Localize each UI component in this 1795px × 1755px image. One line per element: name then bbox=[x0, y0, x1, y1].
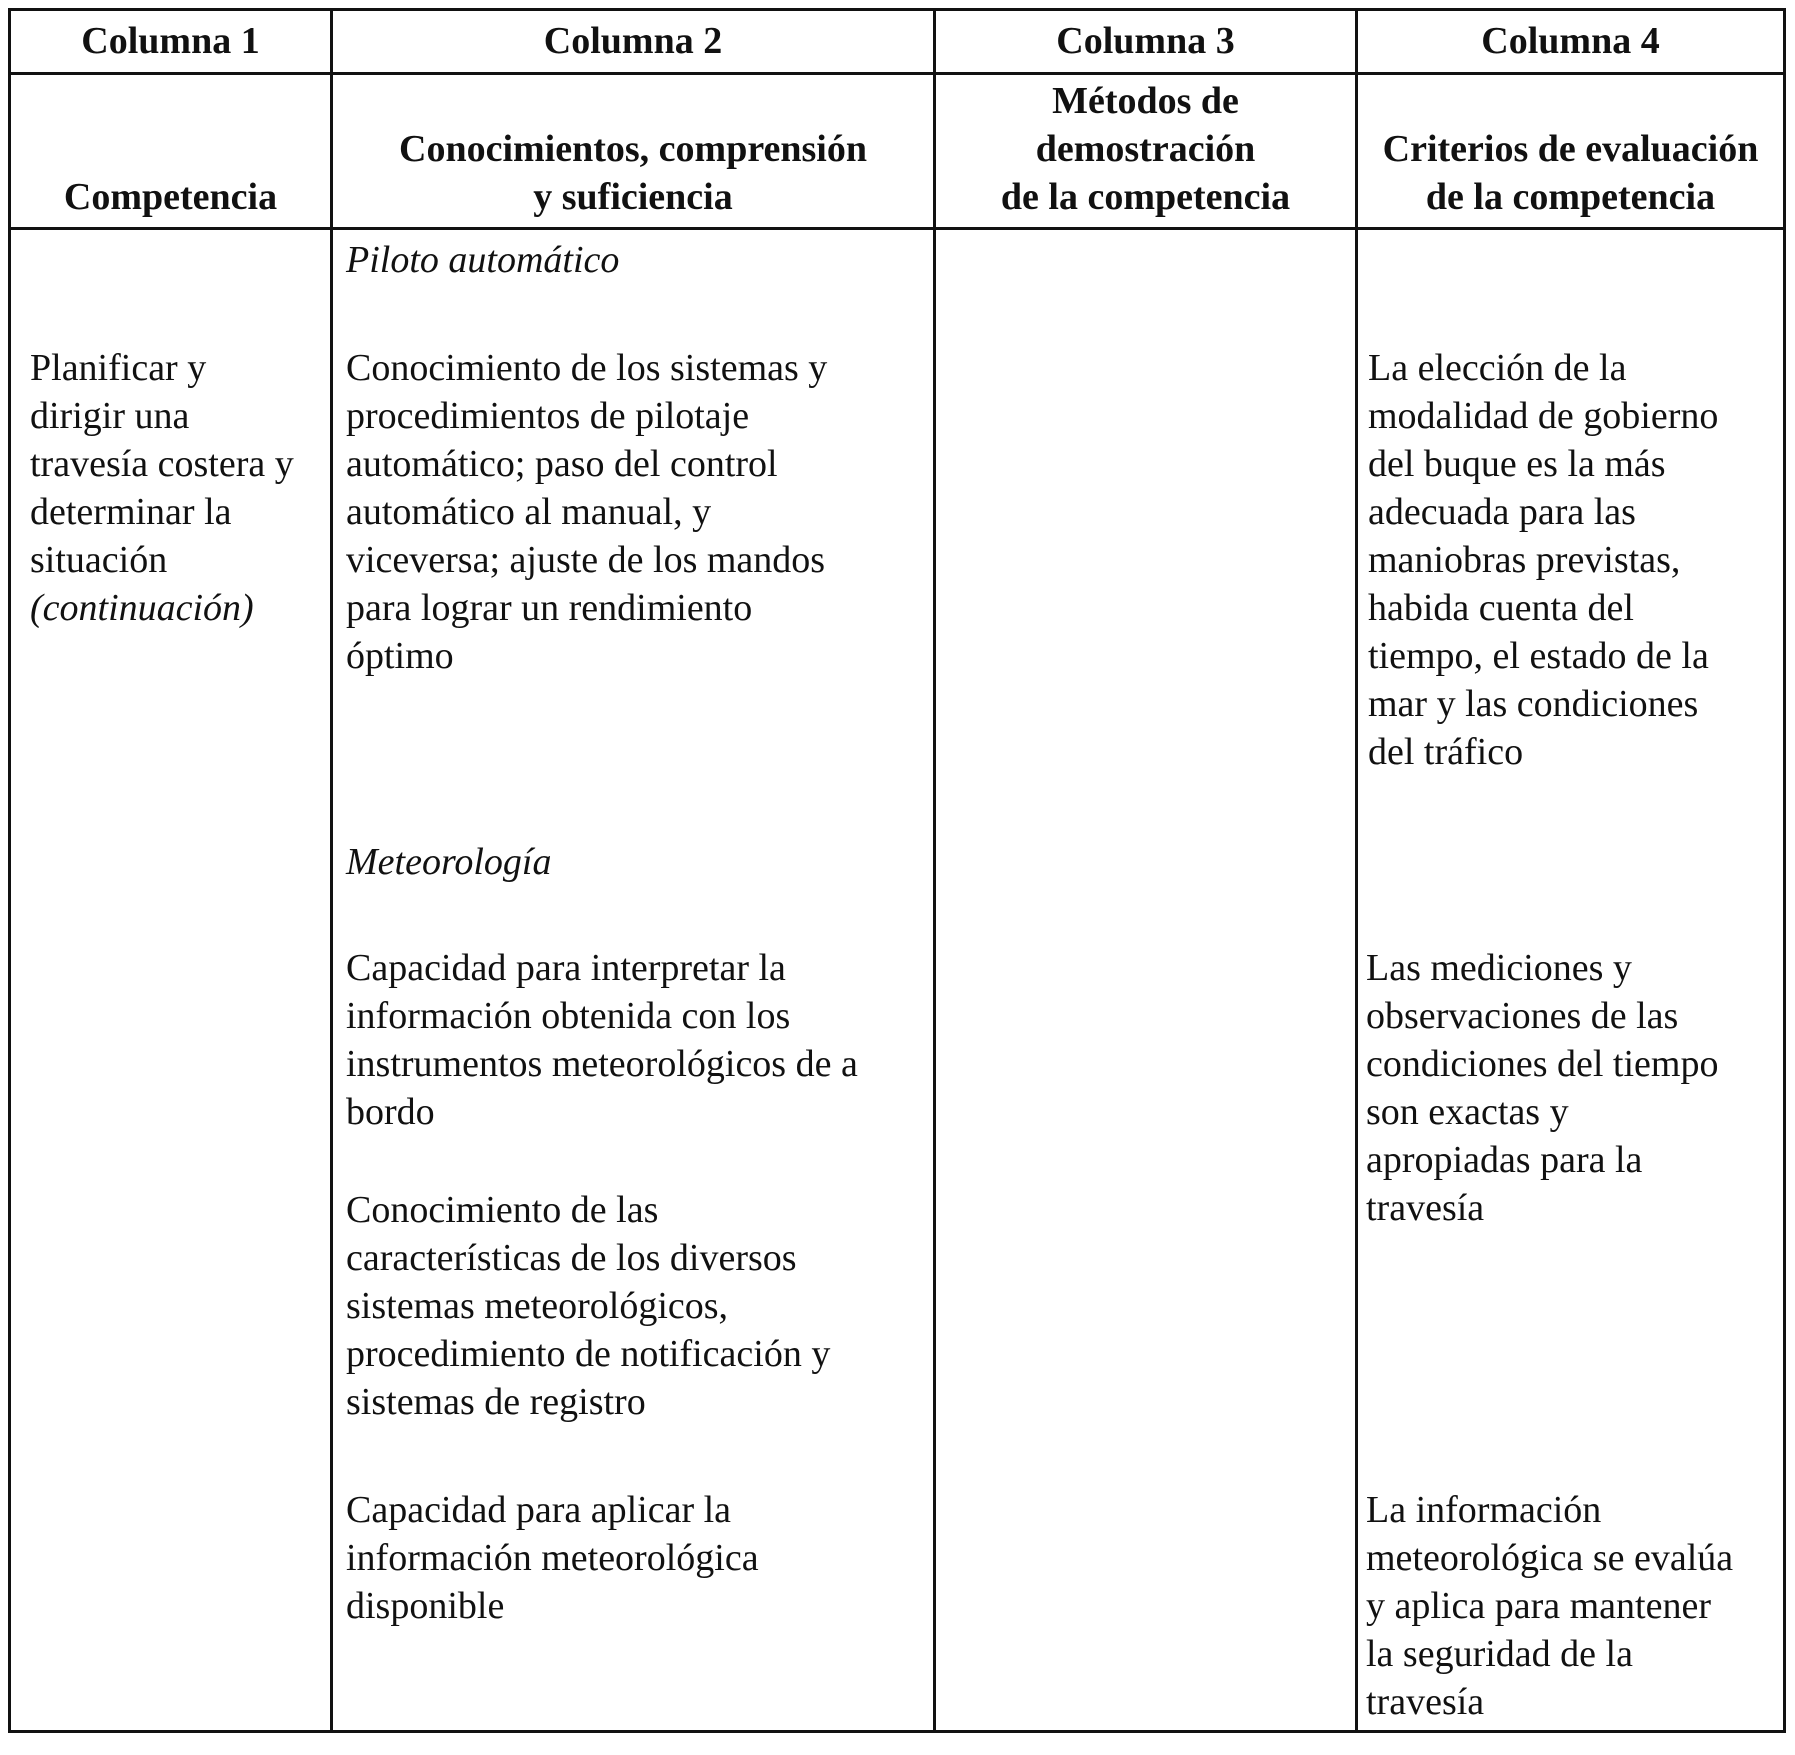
column-4-title: Criterios de evaluación de la competencia bbox=[1382, 128, 1759, 218]
criterion-weather-observations: Las mediciones y observaciones de las condiciones del tiempo son exactas y apropiadas para la travesía bbox=[1366, 947, 1719, 1229]
column-divider-1 bbox=[330, 8, 333, 1733]
column-divider-2 bbox=[933, 8, 936, 1733]
column-3-title: Métodos de demostración de la competencia bbox=[1000, 80, 1291, 218]
criterion-steering-mode: La elección de la modalidad de gobierno del buque es la más adecuada para las maniobras previstas, habida cuenta del tiempo, el estado de la mar y las condiciones del tráfico bbox=[1368, 347, 1719, 773]
column-2-title: Conocimientos, comprensión y suficiencia bbox=[399, 128, 867, 218]
autopilot-heading: Piloto automático bbox=[346, 239, 620, 281]
table-border-right bbox=[1783, 8, 1786, 1733]
meteorology-knowledge-2: Conocimiento de las características de los diversos sistemas meteorológicos, procedimiento de notificación y sistemas de registro bbox=[346, 1189, 831, 1423]
meteorology-knowledge-1: Capacidad para interpretar la información obtenida con los instrumentos meteorológicos de a bordo bbox=[346, 947, 858, 1133]
table-border-bottom bbox=[8, 1730, 1786, 1733]
meteorology-knowledge-3: Capacidad para aplicar la información meteorológica disponible bbox=[346, 1489, 759, 1627]
meteorology-heading: Meteorología bbox=[346, 841, 552, 883]
column-1-number: Columna 1 bbox=[81, 20, 260, 62]
column-3-number: Columna 3 bbox=[1056, 20, 1235, 62]
column-1-title: Competencia bbox=[63, 176, 278, 218]
competence-text: Planificar y dirigir una travesía costera y determinar la situación bbox=[30, 347, 294, 581]
criterion-weather-information: La información meteorológica se evalúa y aplica para mantener la seguridad de la travesía bbox=[1366, 1489, 1734, 1723]
autopilot-knowledge: Conocimiento de los sistemas y procedimientos de pilotaje automático; paso del control automático al manual, y viceversa; ajuste de los mandos para lograr un rendimiento óptimo bbox=[346, 347, 828, 677]
column-2-number: Columna 2 bbox=[543, 20, 723, 62]
header-bottom-divider bbox=[8, 227, 1786, 230]
column-4-number: Columna 4 bbox=[1481, 20, 1660, 62]
table-border-left bbox=[8, 8, 11, 1733]
column-divider-3 bbox=[1355, 8, 1358, 1733]
continuation-note: (continuación) bbox=[30, 587, 254, 629]
